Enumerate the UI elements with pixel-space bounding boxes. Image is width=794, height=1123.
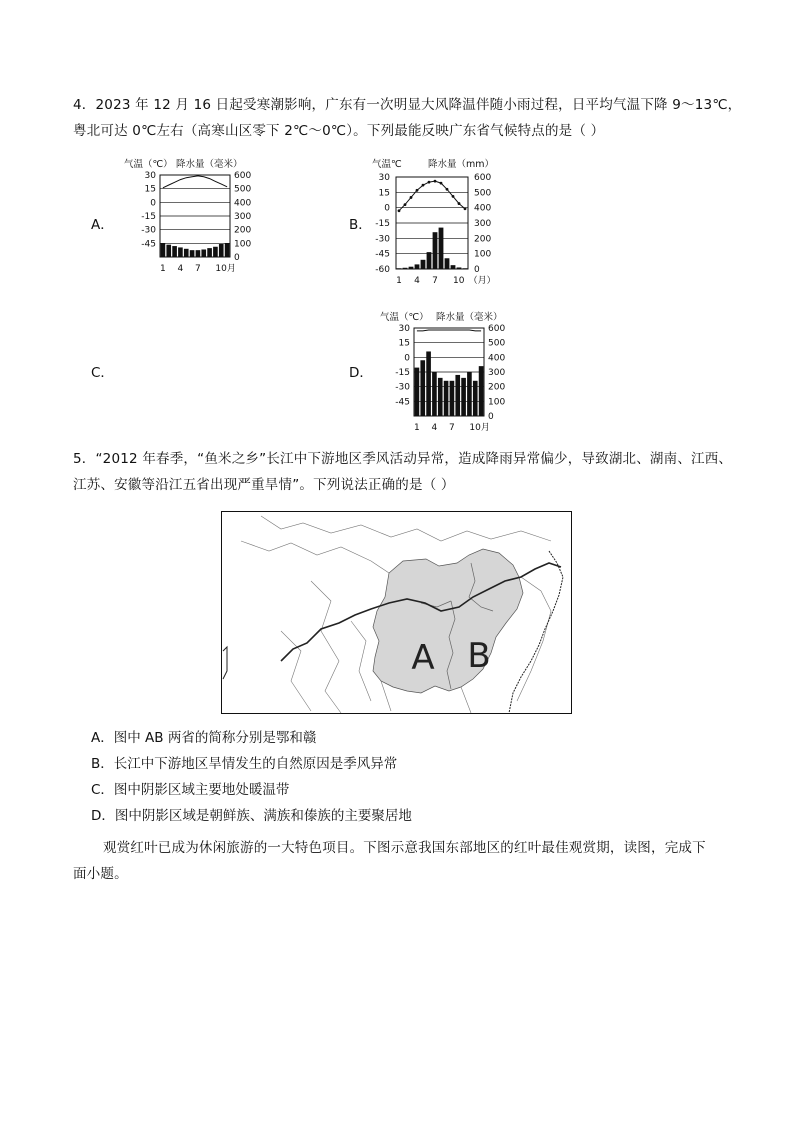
left-tick-label: -30 [141,225,156,236]
intro-line1: 观赏红叶已成为休闲旅游的一大特色项目。下图示意我国东部地区的红叶最佳观赏期，读图，完成下 [103,840,706,856]
q5-line2: 江苏、安徽等沿江五省出现严重旱情”。下列说法正确的是（ ） [73,477,455,493]
x-tick-label: 4 [177,264,184,274]
precip-bar [432,372,437,416]
left-tick-label: 30 [144,171,156,181]
left-tick-label: 15 [398,338,410,349]
precip-bar [461,378,466,416]
right-tick-label: 300 [234,212,252,222]
precip-bar [426,351,431,416]
q4-option-b-label[interactable]: B． [349,217,372,233]
temperature-point [434,180,437,183]
q4-option-c-label[interactable]: C． [91,365,114,381]
x-tick-label: 10月 [469,423,490,433]
x-tick-label: 7 [195,264,201,274]
x-tick-label: 1 [160,264,166,274]
temperature-point [452,195,455,198]
temp-axis-title: 气温（℃） [380,312,429,323]
right-tick-label: 500 [474,188,492,199]
right-tick-label: 200 [234,225,252,236]
precip-bar [467,372,472,416]
yangtze-region-map [221,511,572,714]
q5-option-c[interactable]: C．图中阴影区域主要地处暖温带 [91,782,290,798]
precip-bar [190,250,195,257]
right-tick-label: 0 [474,265,480,275]
precip-bar [479,366,484,416]
temperature-point [410,196,413,199]
precip-axis-title: 降水量（mm） [428,159,495,170]
right-tick-label: 600 [488,324,506,334]
precip-bar [178,247,183,257]
left-tick-label: 0 [404,353,410,364]
temperature-point [422,184,425,187]
x-tick-label: 7 [449,423,455,433]
precip-bar [415,368,420,416]
precip-bar [166,245,171,257]
precip-bar [455,375,460,416]
left-tick-label: -45 [395,397,410,408]
precip-bar [213,247,218,257]
x-tick-label: 7 [432,276,438,286]
x-tick-label: 1 [414,423,420,433]
left-tick-label: 30 [378,173,390,183]
climate-chart-b [368,155,503,290]
precip-bar [207,248,212,257]
precip-bar [219,244,224,257]
x-tick-label: 10月 [215,264,236,274]
precip-bar [444,381,449,416]
left-tick-label: 15 [144,184,156,195]
left-tick-label: -30 [395,382,410,393]
map-label-b: B [467,636,491,676]
left-tick-label: -15 [395,368,410,378]
q5-option-d[interactable]: D．图中阴影区域是朝鲜族、满族和傣族的主要聚居地 [91,808,412,824]
x-tick-label: 4 [414,276,420,286]
right-tick-label: 0 [488,412,494,422]
precip-bar [473,381,478,416]
precip-bar [421,260,426,269]
right-tick-label: 100 [488,397,506,408]
temperature-point [440,182,443,185]
precip-bar [225,243,230,257]
precip-bar [457,267,462,269]
precip-bar [439,228,444,269]
left-tick-label: -45 [141,239,156,250]
temperature-point [428,181,431,184]
temperature-line [417,330,481,331]
left-tick-label: -30 [375,234,390,245]
right-tick-label: 100 [474,249,492,260]
x-tick-label: 4 [431,423,438,433]
map-label-a: A [411,638,435,678]
right-tick-label: 600 [234,171,252,181]
right-tick-label: 600 [474,173,492,183]
precip-bar [196,250,201,257]
q4-option-a-label[interactable]: A． [91,217,114,233]
precip-axis-title: 降水量（毫米） [176,159,243,170]
climate-chart-d [376,308,511,436]
q4-line1: 4．2023 年 12 月 16 日起受寒潮影响，广东有一次明显大风降温伴随小雨过程，日平均气温下降 9～13℃， [73,97,742,113]
left-tick-label: 30 [398,324,410,334]
q5-line1: 5．“2012 年春季，“鱼米之乡”长江中下游地区季风活动异常，造成降雨异常偏少，导致湖北、湖南、江西、 [73,451,733,467]
x-tick-label: 1 [396,276,402,286]
precip-bar [172,246,177,257]
precip-bar [427,252,432,269]
q4-line2: 粤北可达 0℃左右（高寒山区零下 2℃～0℃）。下列最能反映广东省气候特点的是（ ） [73,123,605,139]
climate-chart-a [118,155,252,277]
precip-bar [450,381,455,416]
intro-line2: 面小题。 [73,866,128,882]
precip-bar [409,267,414,269]
x-tick-label: （月） [468,276,496,286]
precip-bar [420,360,425,416]
right-tick-label: 200 [488,382,506,393]
precip-bar [161,243,166,257]
right-tick-label: 500 [234,184,252,195]
left-tick-label: -60 [375,265,390,275]
temperature-point [464,207,467,210]
temperature-line [163,176,227,188]
right-tick-label: 300 [474,219,492,229]
right-tick-label: 400 [488,353,506,364]
precip-bar [445,258,450,269]
temperature-line [399,181,465,211]
q5-option-b[interactable]: B．长江中下游地区旱情发生的自然原因是季风异常 [91,756,398,772]
temperature-point [458,202,461,205]
precip-bar [415,264,420,269]
x-tick-label: 10 [453,276,465,286]
temperature-point [404,203,407,206]
temperature-point [416,189,419,192]
left-tick-label: 15 [378,188,390,199]
q5-option-a[interactable]: A．图中 AB 两省的简称分别是鄂和赣 [91,730,317,746]
q4-option-d-label[interactable]: D． [349,365,373,381]
left-tick-label: 0 [150,198,156,209]
right-tick-label: 100 [234,239,252,250]
right-tick-label: 400 [234,198,252,209]
precip-bar [433,232,438,269]
precip-bar [201,249,206,257]
precip-bar [451,265,456,269]
left-tick-label: -15 [375,219,390,229]
right-tick-label: 200 [474,234,492,245]
precip-axis-title: 降水量（毫米） [436,312,503,323]
left-tick-label: -45 [375,249,390,260]
right-tick-label: 0 [234,253,240,263]
right-tick-label: 300 [488,368,506,378]
left-tick-label: -15 [141,212,156,222]
temp-axis-title: 气温（℃） [124,159,173,170]
left-tick-label: 0 [384,203,390,214]
precip-bar [463,268,468,269]
precip-bar [403,268,408,269]
right-tick-label: 500 [488,338,506,349]
precip-bar [397,268,402,269]
temperature-point [446,188,449,191]
temperature-point [398,209,401,212]
right-tick-label: 400 [474,203,492,214]
temp-axis-title: 气温℃ [372,159,402,170]
precip-bar [438,378,443,416]
precip-bar [184,249,189,257]
